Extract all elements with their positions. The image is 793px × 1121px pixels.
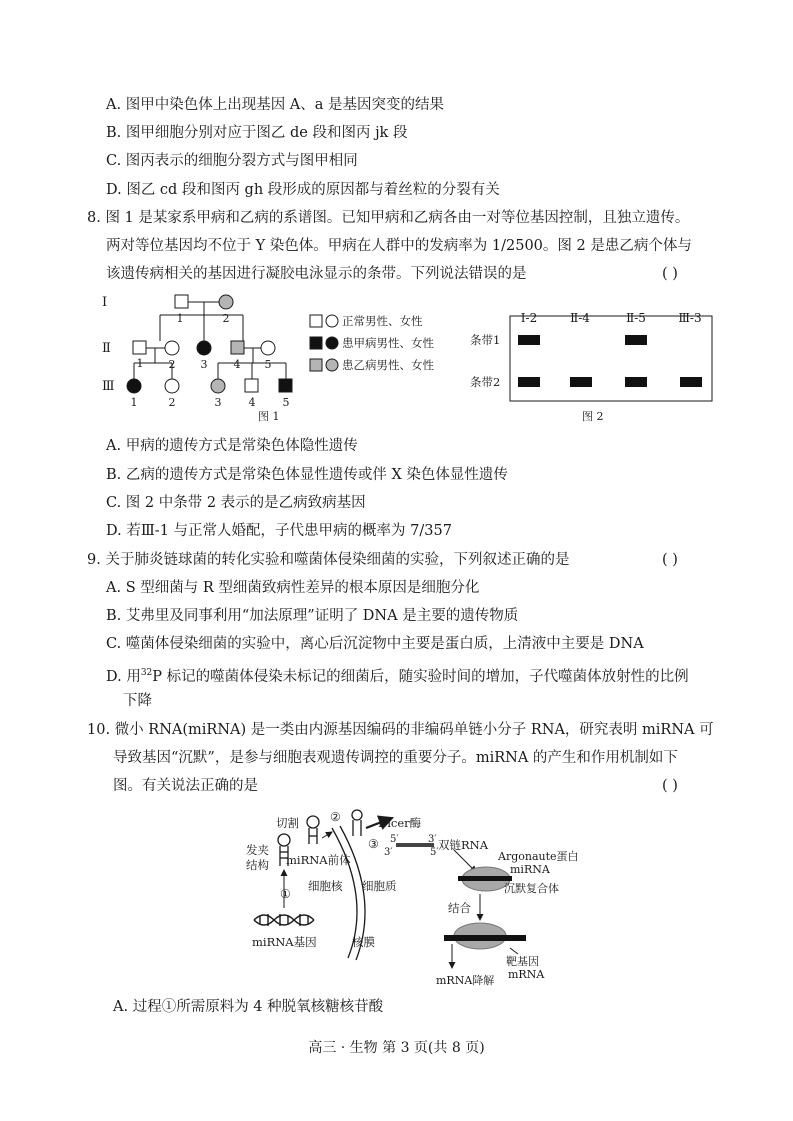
svg-text:mRNA: mRNA: [508, 968, 545, 981]
svg-text:2: 2: [222, 312, 230, 325]
q9-option-d-line-1: D. 用$^{32}$P 标记的噬菌体侵染未标记的细菌后，随实验时间的增加，子代噬菌体放射性的比例: [106, 668, 689, 685]
svg-text:miRNA前体: miRNA前体: [286, 853, 351, 867]
q7-option-c: C. 图丙表示的细胞分裂方式与图甲相同: [106, 153, 358, 169]
pedigree-II-1-normal-male: [133, 341, 146, 354]
q8-option-a: A. 甲病的遗传方式是常染色体隐性遗传: [106, 438, 358, 454]
q8-option-b: B. 乙病的遗传方式是常染色体显性遗传或伴 X 染色体显性遗传: [106, 467, 508, 483]
gen-label-2: Ⅱ: [102, 341, 111, 356]
q9-answer-paren: ( ): [662, 552, 678, 568]
mirna-strand-icon: [458, 876, 512, 881]
legend-yi: 患乙病男性、女性: [342, 358, 434, 372]
q8-option-c: C. 图 2 中条带 2 表示的是乙病致病基因: [106, 495, 366, 511]
q8-figure-2-gel: [468, 306, 716, 424]
fig2-caption: 图 2: [582, 410, 604, 423]
band-2-I-2: [518, 377, 540, 387]
row-label-1: 条带1: [470, 333, 501, 347]
svg-text:靶基因: 靶基因: [506, 955, 539, 968]
q10-option-a: A. 过程①所需原料为 4 种脱氧核糖核苷酸: [113, 999, 384, 1015]
row-label-2: 条带2: [470, 375, 501, 389]
band-2-III-3: [680, 377, 702, 387]
svg-text:1: 1: [176, 312, 184, 325]
svg-text:Argonaute蛋白: Argonaute蛋白: [498, 850, 579, 863]
svg-text:Ⅰ-2: Ⅰ-2: [520, 311, 538, 325]
svg-text:结构: 结构: [246, 858, 269, 872]
pedigree-I-1-normal-male: [175, 295, 188, 308]
pedigree-II-5-normal-female: [261, 341, 275, 355]
svg-text:双链RNA: 双链RNA: [438, 838, 489, 852]
svg-text:发夹: 发夹: [246, 843, 269, 857]
gen-label-1: Ⅰ: [102, 295, 108, 310]
svg-text:③: ③: [368, 837, 379, 851]
svg-text:1: 1: [130, 396, 138, 409]
q8-stem-line-2: 两对等位基因均不位于 Y 染色体。甲病在人群中的发病率为 1/2500。图 2 是患乙病个体与: [106, 238, 692, 254]
svg-text:②: ②: [330, 810, 341, 824]
page-footer: 高三 · 生物 第 3 页(共 8 页): [308, 1040, 485, 1056]
svg-text:Dicer酶: Dicer酶: [378, 816, 422, 830]
svg-text:结合: 结合: [448, 901, 471, 915]
q7-option-d: D. 图乙 cd 段和图丙 gh 段形成的原因都与着丝粒的分裂有关: [106, 182, 500, 198]
band-1-I-2: [518, 335, 540, 345]
pedigree-III-1-jia-female: [127, 379, 141, 393]
svg-text:Ⅲ-3: Ⅲ-3: [678, 311, 702, 325]
q9-option-c: C. 噬菌体侵染细菌的实验中，离心后沉淀物中主要是蛋白质，上清液中主要是 DNA: [106, 636, 644, 652]
band-2-II-5: [625, 377, 647, 387]
svg-text:3: 3: [214, 396, 222, 409]
svg-text:4: 4: [233, 358, 241, 371]
svg-text:5′: 5′: [390, 834, 399, 845]
pedigree-III-2-normal-female: [165, 379, 179, 393]
svg-text:5′: 5′: [430, 847, 439, 858]
q8-figure-1-pedigree: [100, 288, 310, 424]
pedigree-III-3-yi-female: [211, 379, 225, 393]
q10-stem-line-3: 图。有关说法正确的是: [113, 778, 258, 794]
svg-text:miRNA: miRNA: [510, 863, 550, 876]
q9-stem: 9. 关于肺炎链球菌的转化实验和噬菌体侵染细菌的实验，下列叙述正确的是: [87, 552, 570, 568]
svg-text:3′: 3′: [428, 834, 437, 845]
band-1-II-5: [625, 335, 647, 345]
svg-text:沉默复合体: 沉默复合体: [504, 882, 559, 895]
svg-text:细胞质: 细胞质: [362, 879, 397, 893]
q8-stem-line-1: 8. 图 1 是某家系甲病和乙病的系谱图。已知甲病和乙病各由一对等位基因控制，且独立遗传。: [87, 210, 690, 226]
cut-hairpin-icon: [307, 816, 319, 844]
q9-option-d-line-2: 下降: [123, 693, 152, 709]
q8-figure-1-legend: [308, 310, 458, 374]
q9-option-a: A. S 型细菌与 R 型细菌致病性差异的根本原因是细胞分化: [106, 580, 480, 596]
svg-text:2: 2: [168, 396, 176, 409]
q10-answer-paren: ( ): [662, 778, 678, 794]
band-2-II-4: [570, 377, 592, 387]
q7-option-b: B. 图甲细胞分别对应于图乙 de 段和图丙 jk 段: [106, 125, 408, 141]
svg-text:1: 1: [136, 357, 144, 370]
legend-jia: 患甲病男性、女性: [342, 336, 434, 350]
q7-option-a: A. 图甲中染色体上出现基因 A、a 是基因突变的结果: [106, 97, 445, 113]
q8-answer-paren: ( ): [662, 266, 678, 282]
svg-text:3: 3: [200, 358, 208, 371]
q10-stem-line-2: 导致基因“沉默”，是参与细胞表观遗传调控的重要分子。miRNA 的产生和作用机制如下: [113, 750, 678, 766]
fig1-caption: 图 1: [258, 410, 280, 423]
legend-normal: 正常男性、女性: [342, 314, 423, 328]
pedigree-III-5-jia-male: [279, 379, 292, 392]
q10-stem-line-1: 10. 微小 RNA(miRNA) 是一类由内源基因编码的非编码单链小分子 RNA，研究表明 miRNA 可: [87, 722, 714, 738]
target-mrna-icon: [444, 935, 526, 941]
svg-text:miRNA基因: miRNA基因: [252, 935, 317, 949]
pedigree-II-4-yi-male: [231, 341, 244, 354]
q9-option-b: B. 艾弗里及同事利用“加法原理”证明了 DNA 是主要的遗传物质: [106, 608, 519, 624]
q10-mirna-figure: [240, 808, 620, 990]
q8-option-d: D. 若Ⅲ-1 与正常人婚配，子代患甲病的概率为 7/357: [106, 523, 452, 539]
svg-text:Ⅱ-5: Ⅱ-5: [626, 311, 646, 325]
pedigree-I-2-yi-female: [219, 295, 233, 309]
svg-text:①: ①: [280, 887, 291, 901]
svg-text:核膜: 核膜: [352, 935, 375, 949]
pedigree-III-4-normal-male: [245, 379, 258, 392]
svg-text:5: 5: [282, 396, 290, 409]
svg-text:2: 2: [168, 358, 176, 371]
svg-text:mRNA降解: mRNA降解: [436, 974, 495, 987]
q8-stem-line-3: 该遗传病相关的基因进行凝胶电泳显示的条带。下列说法错误的是: [106, 266, 527, 282]
pedigree-II-3-jia-female: [197, 341, 211, 355]
svg-text:4: 4: [248, 396, 256, 409]
svg-text:Ⅱ-4: Ⅱ-4: [570, 311, 590, 325]
dna-helix-icon: [254, 914, 314, 926]
svg-text:切割: 切割: [276, 816, 299, 830]
svg-text:细胞核: 细胞核: [308, 879, 343, 893]
svg-text:3′: 3′: [384, 847, 393, 858]
pedigree-II-2-normal-female: [165, 341, 179, 355]
svg-text:5: 5: [264, 358, 272, 371]
gen-label-3: Ⅲ: [102, 379, 115, 394]
